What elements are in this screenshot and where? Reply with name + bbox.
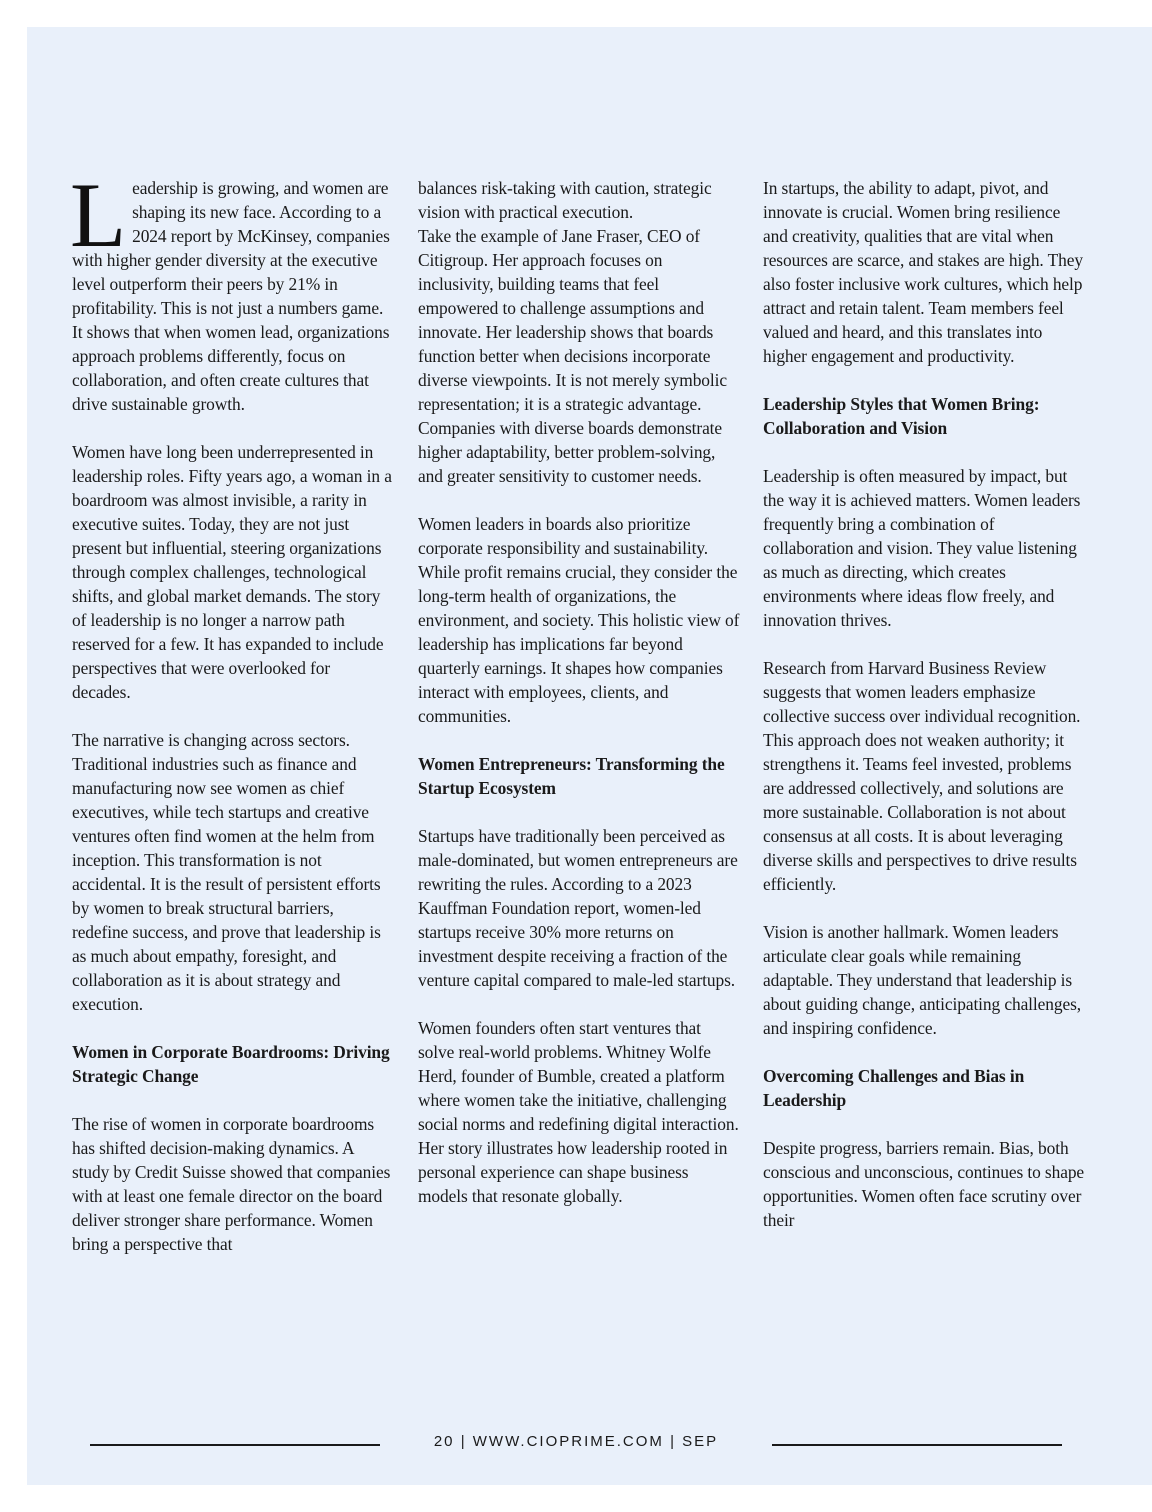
drop-cap: L: [70, 164, 127, 266]
paragraph: balances risk-taking with caution, strategic vision with practical execution.: [418, 178, 712, 222]
footer-page-info: 20 | WWW.CIOPRIME.COM | SEP: [433, 1433, 719, 1450]
paragraph: [70, 164, 392, 416]
paragraph: Despite progress, barriers remain. Bias, both conscious and unconscious, continues to shape opportunities. Women often face scrutiny over their: [763, 1138, 1085, 1230]
section-heading: Women Entrepreneurs: Transforming the Startup Ecosystem: [418, 754, 725, 798]
paragraph: Leadership is often measured by impact, but the way it is achieved matters. Women leaders frequently bring a combination of collaboration and vision. They value listening as much as directing, which creates environments where ideas flow freely, and innovation thrives.: [763, 466, 1081, 630]
paragraph: Women founders often start ventures that solve real-world problems. Whitney Wolfe Herd, founder of Bumble, created a platform where women take the initiative, challenging social norms and redefining digital interaction. Her story illustrates how leadership rooted in personal experience can shape business models that resonate globally.: [418, 1018, 739, 1206]
paragraph: The rise of women in corporate boardrooms has shifted decision-making dynamics. A study by Credit Suisse showed that companies with at least one female director on the board deliver stronger share performance. Women bring a perspective that: [72, 1114, 391, 1254]
paragraph: Vision is another hallmark. Women leaders articulate clear goals while remaining adaptable. They understand that leadership is about guiding change, anticipating challenges, and inspiring confidence.: [763, 922, 1081, 1038]
footer-rule-left: [90, 1444, 380, 1446]
article-column-1: [70, 164, 392, 1256]
page-footer: [0, 1431, 1152, 1459]
footer-rule-right: [772, 1444, 1062, 1446]
section-heading: Leadership Styles that Women Bring: Collaboration and Vision: [763, 394, 1040, 438]
paragraph: In startups, the ability to adapt, pivot, and innovate is crucial. Women bring resilience and creativity, qualities that are vital when resources are scarce, and stakes are high. They also foster inclusive work cultures, which help attract and retain talent. Team members feel valued and heard, and this translates into higher engagement and productivity.: [763, 178, 1083, 366]
paragraph: The narrative is changing across sectors. Traditional industries such as finance and manufacturing now see women as chief executives, while tech startups and creative ventures often find women at the helm from inception. This transformation is not accidental. It is the result of persistent efforts by women to break structural barriers, redefine success, and prove that leadership is as much about empathy, foresight, and collaboration as it is about strategy and execution.: [72, 730, 381, 1014]
paragraph: Startups have traditionally been perceived as male-dominated, but women entrepreneurs are rewriting the rules. According to a 2023 Kauffman Foundation report, women-led startups receive 30% more returns on investment despite receiving a fraction of the venture capital compared to male-led startups.: [418, 826, 738, 990]
article-column-2: [418, 176, 740, 1208]
paragraph: Women leaders in boards also prioritize corporate responsibility and sustainability. While profit remains crucial, they consider the long-term health of organizations, the environment, and society. This holistic view of leadership has implications far beyond quarterly earnings. It shapes how companies interact with employees, clients, and communities.: [418, 514, 740, 726]
article-column-3: [763, 176, 1085, 1232]
paragraph: Research from Harvard Business Review suggests that women leaders emphasize collective success over individual recognition. This approach does not weaken authority; it strengthens it. Teams feel invested, problems are addressed collectively, and solutions are more sustainable. Collaboration is not about consensus at all costs. It is about leveraging diverse skills and perspectives to drive results efficiently.: [763, 658, 1081, 894]
section-heading: Women in Corporate Boardrooms: Driving Strategic Change: [72, 1042, 390, 1086]
paragraph: Take the example of Jane Fraser, CEO of Citigroup. Her approach focuses on inclusivity, building teams that feel empowered to challenge assumptions and innovate. Her leadership shows that boards function better when decisions incorporate diverse viewpoints. It is not merely symbolic representation; it is a strategic advantage. Companies with diverse boards demonstrate higher adaptability, better problem-solving, and greater sensitivity to customer needs.: [418, 226, 727, 486]
section-heading: Overcoming Challenges and Bias in Leadership: [763, 1066, 1025, 1110]
paragraph-text: eadership is growing, and women are shaping its new face. According to a 2024 report by McKinsey, companies with higher gender diversity at the executive level outperform their peers by 21% in profitability. This is not just a numbers game. It shows that when women lead, organizations approach problems differently, focus on collaboration, and often create cultures that drive sustainable growth.: [72, 178, 390, 414]
paragraph: Women have long been underrepresented in leadership roles. Fifty years ago, a woman in a boardroom was almost invisible, a rarity in executive suites. Today, they are not just present but influential, steering organizations through complex challenges, technological shifts, and global market demands. The story of leadership is no longer a narrow path reserved for a few. It has expanded to include perspectives that were overlooked for decades.: [72, 442, 392, 702]
